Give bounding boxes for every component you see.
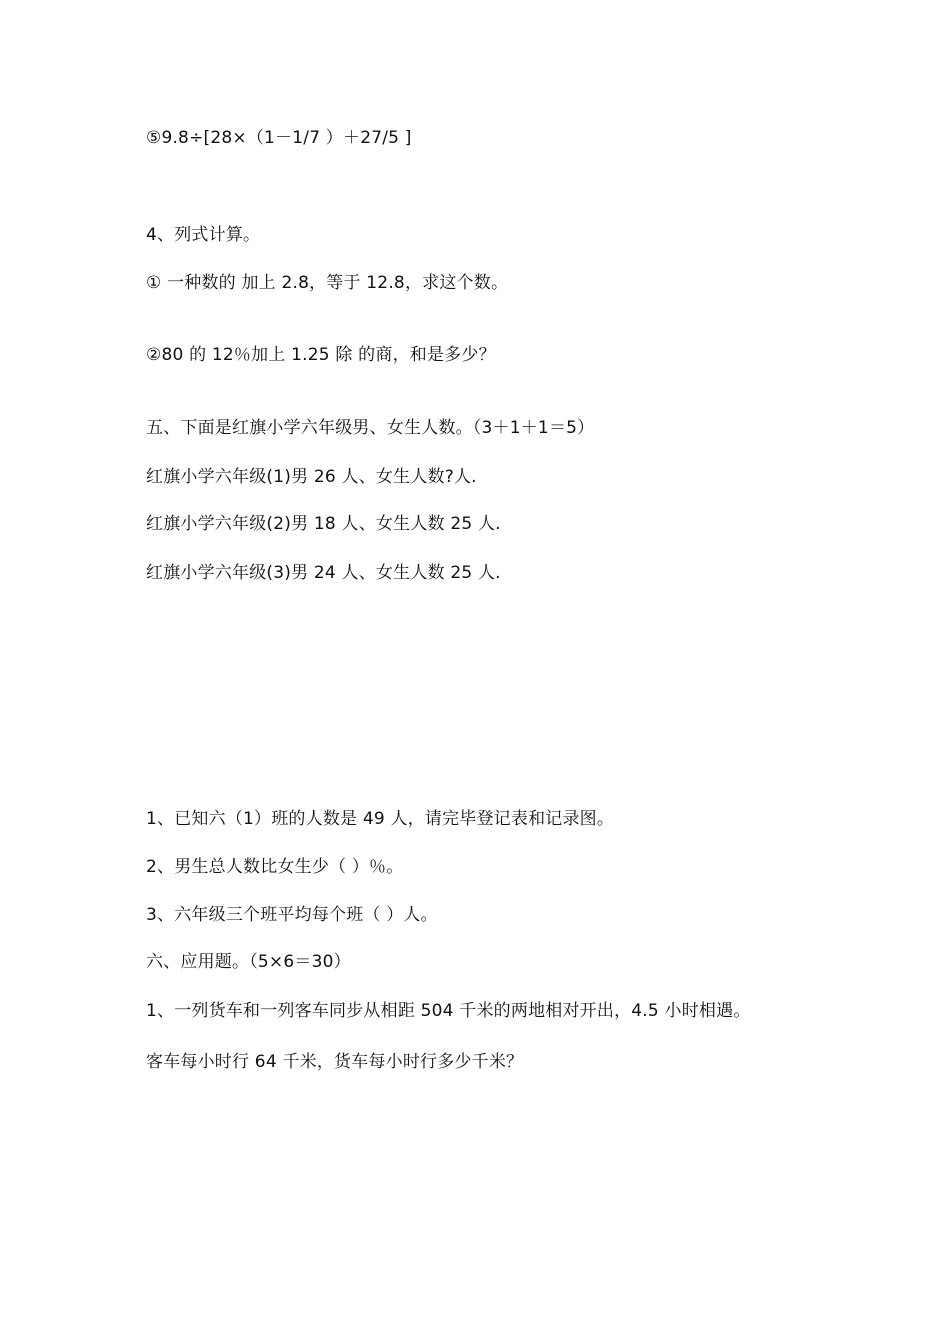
class-1-data: 红旗小学六年级(1)男 26 人、女生人数?人. (146, 467, 477, 487)
question-6-1-part-2: 客车每小时行 64 千米，货车每小时行多少千米？ (146, 1052, 524, 1072)
section-6-heading: 六、应用题。（5×6＝30） (146, 952, 351, 972)
question-5-3: 3、六年级三个班平均每个班（ ）人。 (146, 905, 438, 925)
class-3-data: 红旗小学六年级(3)男 24 人、女生人数 25 人. (146, 563, 501, 583)
section-4-heading: 4、列式计算。 (146, 225, 261, 245)
section-5-heading: 五、下面是红旗小学六年级男、女生人数。（3＋1＋1＝5） (146, 418, 595, 438)
question-4-2: ②80 的 12％加上 1.25 除 的商，和是多少？ (146, 345, 496, 365)
question-5-1: 1、已知六（1）班的人数是 49 人，请完毕登记表和记录图。 (146, 809, 615, 829)
question-4-1: ① 一种数的 加上 2.8，等于 12.8，求这个数。 (146, 273, 509, 293)
expression-5: ⑤9.8÷[28×（1－1/7 ）＋27/5 ] (146, 128, 412, 148)
class-2-data: 红旗小学六年级(2)男 18 人、女生人数 25 人. (146, 514, 501, 534)
question-6-1-part-1: 1、一列货车和一列客车同步从相距 504 千米的两地相对开出，4.5 小时相遇。 (146, 1001, 751, 1021)
question-5-2: 2、男生总人数比女生少（ ）％。 (146, 857, 404, 877)
